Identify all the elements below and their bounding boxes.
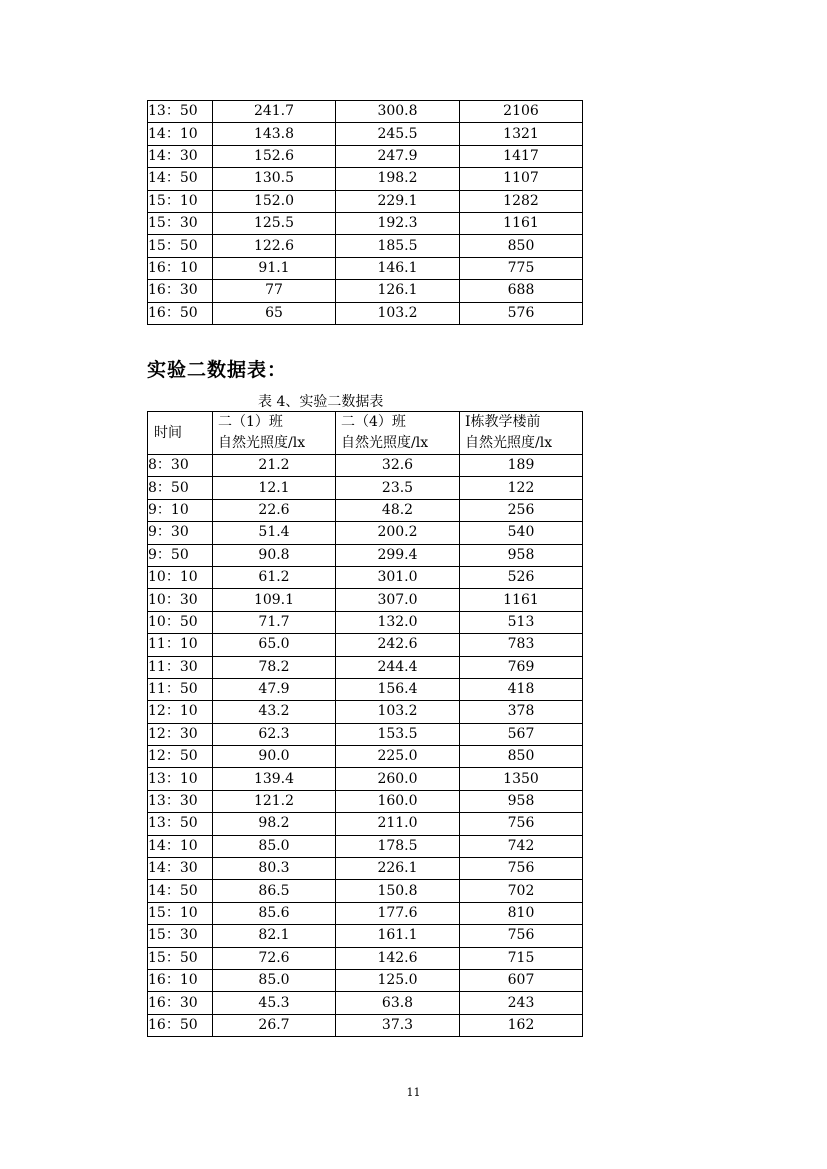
value-cell: 152.6: [213, 145, 336, 167]
previous-table-body: [148, 101, 583, 325]
value-cell: 769: [460, 656, 583, 678]
value-cell: 756: [460, 813, 583, 835]
table-row: [148, 768, 583, 790]
section-heading: 实验二数据表：: [147, 359, 288, 381]
table-row: [148, 634, 583, 656]
value-cell: 1161: [460, 212, 583, 234]
value-cell: 756: [460, 858, 583, 880]
time-cell: 13：10: [148, 768, 213, 790]
value-cell: 45.3: [213, 992, 336, 1014]
time-cell: 14：50: [148, 168, 213, 190]
value-cell: 21.2: [213, 455, 336, 477]
value-cell: 65: [213, 302, 336, 324]
time-cell: 16：30: [148, 280, 213, 302]
value-cell: 256: [460, 499, 583, 521]
page-number: 11: [406, 1086, 421, 1099]
table-row: [148, 280, 583, 302]
table-row: [148, 212, 583, 234]
time-cell: 14：30: [148, 145, 213, 167]
time-cell: 16：10: [148, 257, 213, 279]
value-cell: 43.2: [213, 701, 336, 723]
value-cell: 307.0: [336, 589, 460, 611]
value-cell: 242.6: [336, 634, 460, 656]
time-cell: 14：30: [148, 858, 213, 880]
time-cell: 14：10: [148, 123, 213, 145]
table-row: [148, 858, 583, 880]
time-cell: 13：50: [148, 813, 213, 835]
time-cell: 12：50: [148, 746, 213, 768]
value-cell: 98.2: [213, 813, 336, 835]
value-cell: 1350: [460, 768, 583, 790]
table-row: [148, 902, 583, 924]
time-cell: 15：10: [148, 190, 213, 212]
value-cell: 86.5: [213, 880, 336, 902]
header-building-front-line2: 自然光照度/lx: [465, 435, 553, 451]
value-cell: 32.6: [336, 455, 460, 477]
time-cell: 9：30: [148, 522, 213, 544]
value-cell: 243: [460, 992, 583, 1014]
header-building-front: [460, 412, 583, 455]
time-cell: 8：30: [148, 455, 213, 477]
value-cell: 23.5: [336, 477, 460, 499]
value-cell: 783: [460, 634, 583, 656]
value-cell: 85.0: [213, 969, 336, 991]
value-cell: 82.1: [213, 925, 336, 947]
header-class-2-4-line2: 自然光照度/lx: [341, 435, 429, 451]
value-cell: 2106: [460, 101, 583, 123]
value-cell: 143.8: [213, 123, 336, 145]
table-caption: 表 4、实验二数据表: [258, 394, 384, 410]
value-cell: 299.4: [336, 544, 460, 566]
value-cell: 90.8: [213, 544, 336, 566]
value-cell: 756: [460, 925, 583, 947]
time-cell: 16：30: [148, 992, 213, 1014]
time-cell: 12：30: [148, 723, 213, 745]
value-cell: 526: [460, 566, 583, 588]
value-cell: 109.1: [213, 589, 336, 611]
value-cell: 260.0: [336, 768, 460, 790]
value-cell: 958: [460, 544, 583, 566]
value-cell: 241.7: [213, 101, 336, 123]
value-cell: 85.0: [213, 835, 336, 857]
value-cell: 247.9: [336, 145, 460, 167]
value-cell: 12.1: [213, 477, 336, 499]
value-cell: 48.2: [336, 499, 460, 521]
value-cell: 189: [460, 455, 583, 477]
value-cell: 245.5: [336, 123, 460, 145]
value-cell: 177.6: [336, 902, 460, 924]
table-row: [148, 145, 583, 167]
value-cell: 702: [460, 880, 583, 902]
value-cell: 418: [460, 678, 583, 700]
value-cell: 576: [460, 302, 583, 324]
value-cell: 540: [460, 522, 583, 544]
header-time: [148, 412, 213, 455]
value-cell: 26.7: [213, 1014, 336, 1036]
value-cell: 125.5: [213, 212, 336, 234]
time-cell: 15：30: [148, 212, 213, 234]
time-cell: 9：50: [148, 544, 213, 566]
value-cell: 85.6: [213, 902, 336, 924]
value-cell: 125.0: [336, 969, 460, 991]
value-cell: 225.0: [336, 746, 460, 768]
time-cell: 16：50: [148, 1014, 213, 1036]
table-row: [148, 790, 583, 812]
value-cell: 810: [460, 902, 583, 924]
value-cell: 150.8: [336, 880, 460, 902]
table-row: [148, 611, 583, 633]
time-cell: 12：10: [148, 701, 213, 723]
value-cell: 200.2: [336, 522, 460, 544]
table-row: [148, 992, 583, 1014]
value-cell: 65.0: [213, 634, 336, 656]
header-class-2-1-line1: 二（1）班: [218, 414, 283, 430]
value-cell: 142.6: [336, 947, 460, 969]
time-cell: 16：50: [148, 302, 213, 324]
value-cell: 152.0: [213, 190, 336, 212]
table-row: [148, 656, 583, 678]
value-cell: 91.1: [213, 257, 336, 279]
value-cell: 1321: [460, 123, 583, 145]
table-row: [148, 455, 583, 477]
value-cell: 121.2: [213, 790, 336, 812]
value-cell: 80.3: [213, 858, 336, 880]
table-row: [148, 566, 583, 588]
time-cell: 14：10: [148, 835, 213, 857]
value-cell: 1161: [460, 589, 583, 611]
table-row: [148, 723, 583, 745]
table-row: [148, 678, 583, 700]
table-row: [148, 947, 583, 969]
time-cell: 11：50: [148, 678, 213, 700]
table-row: [148, 589, 583, 611]
value-cell: 1107: [460, 168, 583, 190]
value-cell: 153.5: [336, 723, 460, 745]
value-cell: 185.5: [336, 235, 460, 257]
value-cell: 775: [460, 257, 583, 279]
value-cell: 77: [213, 280, 336, 302]
value-cell: 156.4: [336, 678, 460, 700]
time-cell: 10：30: [148, 589, 213, 611]
value-cell: 130.5: [213, 168, 336, 190]
time-cell: 13：50: [148, 101, 213, 123]
value-cell: 132.0: [336, 611, 460, 633]
table-row: [148, 302, 583, 324]
table-row: [148, 969, 583, 991]
experiment-2-table-body: [148, 455, 583, 1037]
value-cell: 126.1: [336, 280, 460, 302]
table-row: [148, 746, 583, 768]
value-cell: 567: [460, 723, 583, 745]
time-cell: 13：30: [148, 790, 213, 812]
value-cell: 51.4: [213, 522, 336, 544]
value-cell: 300.8: [336, 101, 460, 123]
value-cell: 301.0: [336, 566, 460, 588]
header-building-front-line1: Ⅰ栋教学楼前: [465, 414, 541, 430]
value-cell: 742: [460, 835, 583, 857]
value-cell: 162: [460, 1014, 583, 1036]
table-row: [148, 101, 583, 123]
value-cell: 229.1: [336, 190, 460, 212]
table-row: [148, 522, 583, 544]
value-cell: 139.4: [213, 768, 336, 790]
value-cell: 47.9: [213, 678, 336, 700]
header-class-2-1-line2: 自然光照度/lx: [218, 435, 306, 451]
time-cell: 16：10: [148, 969, 213, 991]
value-cell: 71.7: [213, 611, 336, 633]
value-cell: 122.6: [213, 235, 336, 257]
table-header-row: [148, 412, 583, 455]
time-cell: 10：50: [148, 611, 213, 633]
table-row: [148, 544, 583, 566]
value-cell: 850: [460, 235, 583, 257]
header-class-2-4-line1: 二（4）班: [341, 414, 406, 430]
value-cell: 161.1: [336, 925, 460, 947]
table-row: [148, 235, 583, 257]
time-cell: 8：50: [148, 477, 213, 499]
value-cell: 1282: [460, 190, 583, 212]
time-cell: 14：50: [148, 880, 213, 902]
value-cell: 63.8: [336, 992, 460, 1014]
time-cell: 15：50: [148, 947, 213, 969]
previous-data-table: [147, 100, 583, 325]
value-cell: 103.2: [336, 302, 460, 324]
value-cell: 122: [460, 477, 583, 499]
value-cell: 513: [460, 611, 583, 633]
time-cell: 15：10: [148, 902, 213, 924]
value-cell: 61.2: [213, 566, 336, 588]
value-cell: 146.1: [336, 257, 460, 279]
table-row: [148, 477, 583, 499]
table-row: [148, 880, 583, 902]
value-cell: 72.6: [213, 947, 336, 969]
table-row: [148, 925, 583, 947]
value-cell: 958: [460, 790, 583, 812]
time-cell: 10：10: [148, 566, 213, 588]
time-cell: 9：10: [148, 499, 213, 521]
header-class-2-4: [336, 412, 460, 455]
value-cell: 211.0: [336, 813, 460, 835]
value-cell: 715: [460, 947, 583, 969]
table-row: [148, 190, 583, 212]
table-row: [148, 701, 583, 723]
time-cell: 11：10: [148, 634, 213, 656]
value-cell: 22.6: [213, 499, 336, 521]
value-cell: 607: [460, 969, 583, 991]
value-cell: 178.5: [336, 835, 460, 857]
value-cell: 78.2: [213, 656, 336, 678]
value-cell: 37.3: [336, 1014, 460, 1036]
value-cell: 688: [460, 280, 583, 302]
value-cell: 103.2: [336, 701, 460, 723]
experiment-2-data-table: [147, 411, 583, 1037]
time-cell: 11：30: [148, 656, 213, 678]
table-row: [148, 123, 583, 145]
value-cell: 226.1: [336, 858, 460, 880]
table-row: [148, 257, 583, 279]
value-cell: 1417: [460, 145, 583, 167]
table-row: [148, 813, 583, 835]
table-row: [148, 835, 583, 857]
table-row: [148, 168, 583, 190]
value-cell: 90.0: [213, 746, 336, 768]
value-cell: 378: [460, 701, 583, 723]
value-cell: 160.0: [336, 790, 460, 812]
time-cell: 15：30: [148, 925, 213, 947]
header-class-2-1: [213, 412, 336, 455]
value-cell: 244.4: [336, 656, 460, 678]
value-cell: 192.3: [336, 212, 460, 234]
table-row: [148, 1014, 583, 1036]
time-cell: 15：50: [148, 235, 213, 257]
value-cell: 850: [460, 746, 583, 768]
value-cell: 198.2: [336, 168, 460, 190]
value-cell: 62.3: [213, 723, 336, 745]
header-time-label: 时间: [154, 424, 182, 441]
table-row: [148, 499, 583, 521]
